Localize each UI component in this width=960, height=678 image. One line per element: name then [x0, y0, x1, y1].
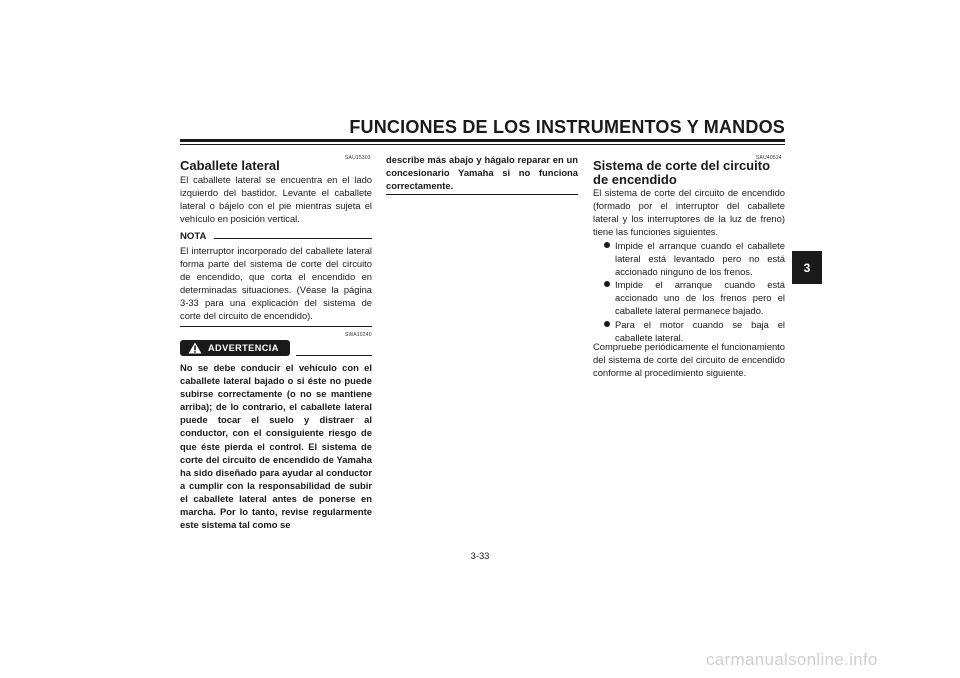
- outro-paragraph: Compruebe periódicamente el funcionamiento del sistema de corte del circuito de encendido conforme al procedimiento siguiente.: [593, 341, 785, 379]
- bullet-icon: [604, 281, 610, 287]
- nota-end-rule: [180, 326, 372, 327]
- warning-code: SWA10240: [345, 332, 372, 338]
- title-rule: [180, 139, 785, 142]
- nota-rule: [214, 238, 372, 239]
- bullet-icon: [604, 242, 610, 248]
- warning-banner: [180, 340, 290, 356]
- page-number: 3-33: [470, 550, 490, 561]
- warning-text-continued: describe más abajo y hágalo reparar en un concesionario Yamaha si no funciona correctamente.: [386, 154, 578, 192]
- warning-text: No se debe conducir el vehículo con el caballete lateral bajado o si éste no puede subirse correctamente (o no se mantiene arriba); de lo contrario, el caballete lateral puede tocar el suelo y distraer al conductor, con el consiguiente riesgo de que éste pierda el control. El sistema de corte del circuito de encendido de Yamaha ha sido diseñado para ayudar al conductor a cumplir con la responsabilidad de subir el caballete lateral antes de ponerse en marcha. Por lo tanto, revise regularmente este sistema tal como se: [180, 362, 372, 531]
- section-heading-sistema: Sistema de corte del circuito de encendido: [593, 158, 771, 187]
- functions-list: [593, 239, 785, 344]
- section-heading-caballete: Caballete lateral: [180, 158, 280, 173]
- title-rule-thin: [180, 144, 785, 145]
- section-code: SAU15303: [345, 155, 371, 161]
- bullet-icon: [604, 321, 610, 327]
- nota-body: [180, 244, 372, 323]
- paragraph: El caballete lateral se encuentra en el lado izquierdo del bastidor. Levante el caballete lateral o bájelo con el pie mientras sujeta el vehículo en posición vertical.: [180, 174, 372, 225]
- outro-body: [593, 340, 785, 379]
- watermark: carmanualsonline.info: [706, 650, 878, 669]
- chapter-tab: 3: [792, 251, 822, 284]
- warning-end-rule: [386, 194, 578, 195]
- intro-paragraph: El sistema de corte del circuito de encendido (formado por el interruptor del caballete lateral y los interruptores de la luz de freno) tiene las funciones siguientes.: [593, 187, 785, 238]
- list-item: Impide el arranque cuando el caballete lateral está levantado pero no está accionado ninguno de los frenos.: [593, 239, 785, 278]
- warning-label: ADVERTENCIA: [208, 343, 279, 353]
- warning-triangle-icon: [188, 342, 202, 354]
- page-title: FUNCIONES DE LOS INSTRUMENTOS Y MANDOS: [349, 117, 785, 137]
- list-item: Para el motor cuando se baja el caballete lateral.: [593, 318, 785, 344]
- warning-rule: [296, 355, 372, 356]
- nota-label: NOTA: [180, 231, 207, 242]
- section-code: SAU40524: [756, 155, 782, 161]
- section-body-caballete: [180, 173, 372, 225]
- section-body-sistema: [593, 186, 785, 238]
- nota-text: El interruptor incorporado del caballete lateral forma parte del sistema de corte del circuito de encendido, que corta el encendido en determinadas situaciones. (Véase la página 3-33 para una explicación del sistema de corte del circuito de encendido).: [180, 245, 372, 322]
- list-item: Impide el arranque cuando está accionado uno de los frenos pero el caballete lateral permanece bajado.: [593, 278, 785, 317]
